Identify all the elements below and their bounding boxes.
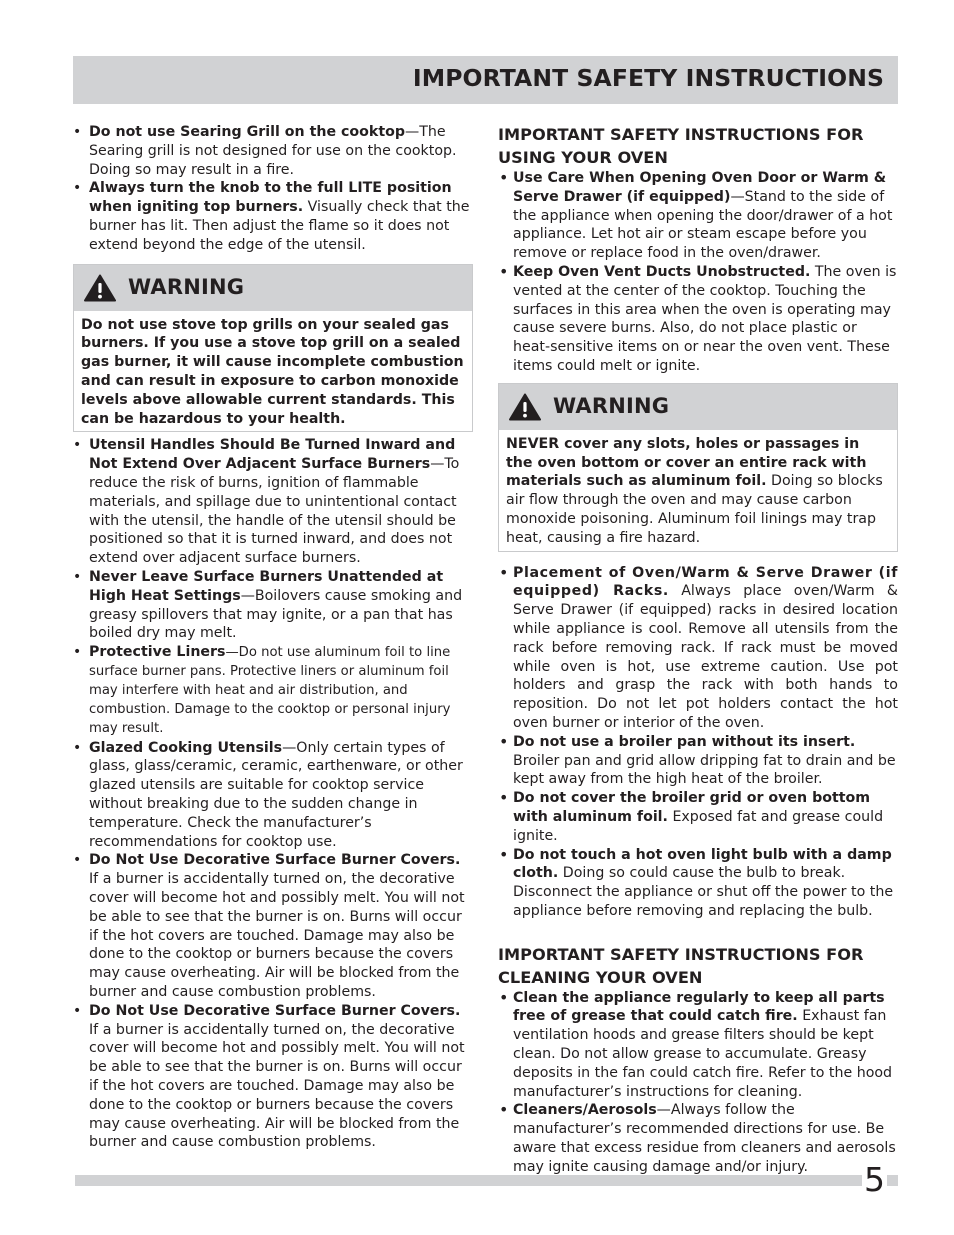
warning-box-foil [498,383,898,552]
warning-header [499,384,897,430]
item-text: —Boilovers cause smoking and greasy spillovers that may ignite, or a pan that has boiled dry may melt. [89,587,463,642]
warning-triangle-icon [84,274,116,302]
warning-text [74,311,472,432]
list-item [73,1002,473,1152]
warning-header [74,265,472,311]
item-lead: Utensil Handles Should Be Turned Inward and Not Extend Over Adjacent Surface Burners [89,437,456,473]
item-lead: Use Care When Opening Oven Door or Warm & Serve Drawer (if equipped) [513,170,887,205]
list-item [73,643,473,739]
list-item [498,989,898,1102]
item-lead: Always turn the knob to the full LITE position when igniting top burners. [89,180,452,216]
item-lead: Keep Oven Vent Ducts Unobstructed. [513,263,811,280]
warning-bold-text: Do not use stove top grills on your sealed gas burners. If you use a stove top grill on a sealed gas burner, it will cause incomplete combustion and can result in exposure to carbon monoxide levels above allowable current standards. This can be hazardous to your health. [81,316,464,427]
warning-label: WARNING [553,394,670,419]
page-title: IMPORTANT SAFETY INSTRUCTIONS [412,64,884,92]
heading-line: USING YOUR OVEN [498,148,668,167]
item-lead: Cleaners/Aerosols [513,1102,657,1119]
item-text: —The Searing grill is not designed for use on the cooktop. Doing so may result in a fire. [89,124,457,178]
item-lead: Placement of Oven/Warm & Serve Drawer (if equipped) Racks. [513,564,898,600]
list-item [498,846,898,921]
cooktop-top-list [73,123,473,255]
heading-line: IMPORTANT SAFETY INSTRUCTIONS FOR [498,125,864,144]
item-lead: Glazed Cooking Utensils [89,739,283,756]
item-text: —Only certain types of glass, glass/ceramic, ceramic, earthenware, or other glazed utensils are suitable for cooktop service without breaking due to the sudden change in temperature. Check the manufacturer’s recommendations for cooktop use. [89,739,463,850]
item-lead: Do not use a broiler pan without its insert. [513,733,856,750]
item-lead: Do not use Searing Grill on the cooktop [89,124,406,140]
cooktop-list [73,436,473,1152]
oven-section-heading [498,123,898,169]
heading-line: IMPORTANT SAFETY INSTRUCTIONS FOR [498,944,864,964]
list-item [498,564,898,733]
item-lead: Never Leave Surface Burners Unattended at High Heat Settings [89,568,444,604]
item-lead: Do Not Use Decorative Surface Burner Covers. [89,1002,461,1019]
cleaning-list [498,989,898,1177]
page-number: 5 [864,1160,885,1199]
rack-list [498,564,898,921]
list-item [498,263,898,376]
item-text: Doing so could cause the bulb to break. Disconnect the appliance or shut off the power to the appliance before removing and replacing the bulb. [513,865,894,919]
item-lead: Protective Liners [89,644,226,661]
footer-bar [75,1175,898,1186]
item-text: —Always follow the manufacturer’s recommended directions for use. Be aware that excess residue from cleaners and aerosols may ignite causing damage and/or injury. [513,1102,896,1175]
list-item [73,851,473,1001]
item-lead: Do not touch a hot oven light bulb with a damp cloth. [513,846,892,882]
list-item [73,568,473,643]
warning-label: WARNING [128,275,245,300]
item-text: The oven is vented at the center of the cooktop. Touching the surfaces in this area when the oven is operating may cause severe burns. Also, do not place plastic or heat-sensitive items on or near the oven vent. These items could melt or ignite. [513,263,897,374]
cleaning-section-heading [498,943,898,989]
item-text: If a burner is accidentally turned on, the decorative cover will become hot and possibly melt. You will not be able to see that the burner is on. Burns will occur if the hot covers are touched. Damage may also be done to the cooktop or burners because the covers may cause overheating. Air will be blocked from the burner and cause combustion problems. [89,1021,465,1151]
item-text: Always place oven/Warm & Serve Drawer (if equipped) racks in desired location while appliance is cool. Remove all utensils from the rack before removing rack. If rack must be moved while oven is hot, use extreme caution. Use pot holders and grasp the rack with both hands to reposition. Do not let pot holders contact the hot oven burner or interior of the oven. [513,583,898,731]
list-item [73,436,473,568]
warning-box-grills [73,264,473,433]
right-column [498,123,898,1177]
item-text: —Stand to the side of the appliance when opening the door/drawer of a hot appliance. Let hot air or steam escape before you remove or replace food in the oven/drawer. [513,188,893,262]
heading-line: CLEANING YOUR OVEN [498,967,703,987]
list-item [498,789,898,845]
list-item [498,169,898,263]
list-item [498,1101,898,1176]
list-item [498,733,898,789]
item-text: Broiler pan and grid allow dripping fat to drain and be kept away from the high heat of the broiler. [513,752,896,788]
item-text: —Do not use aluminum foil to line surface burner pans. Protective liners or aluminum foil may interfere with heat and air distribution, and combustion. Damage to the cooktop or personal injury may result. [89,645,451,736]
list-item [73,739,473,852]
warning-plain-text: Doing so blocks air flow through the oven and may cause carbon monoxide poisoning. Aluminum foil linings may trap heat, causing a fire hazard. [506,473,883,546]
item-text: Visually check that the burner has lit. Then adjust the flame so it does not extend beyond the edge of the utensil. [89,199,470,253]
item-text: —To reduce the risk of burns, ignition of flammable materials, and spillage due to unintentional contact with the utensil, the handle of the utensil should be positioned so that it is turned inward, and does not extend over adjacent surface burners. [89,456,460,567]
left-column [73,123,473,1152]
list-item [73,179,473,254]
warning-text [499,430,897,551]
item-text: Exposed fat and grease could ignite. [513,808,884,844]
item-lead: Do Not Use Decorative Surface Burner Covers. [89,852,461,869]
item-lead: Clean the appliance regularly to keep all parts free of grease that could catch fire. [513,989,885,1025]
item-text: Exhaust fan ventilation hoods and grease filters should be kept clean. Do not allow grease to accumulate. Greasy deposits in the fan could catch fire. Refer to the hood manufacturer’s instructions for cleaning. [513,1008,893,1100]
oven-list [498,169,898,376]
list-item [73,123,473,179]
item-lead: Do not cover the broiler grid or oven bottom with aluminum foil. [513,790,871,825]
warning-bold-text: NEVER cover any slots, holes or passages in the oven bottom or cover an entire rack with materials such as aluminum foil. [506,435,867,490]
item-text: If a burner is accidentally turned on, the decorative cover will become hot and possibly melt. You will not be able to see that the burner is on. Burns will occur if the hot covers are touched. Damage may also be done to the cooktop or burners because the covers may cause overheating. Air will be blocked from the burner and cause combustion problems. [89,871,465,1001]
warning-triangle-icon [509,393,541,421]
header-bar [73,56,898,104]
